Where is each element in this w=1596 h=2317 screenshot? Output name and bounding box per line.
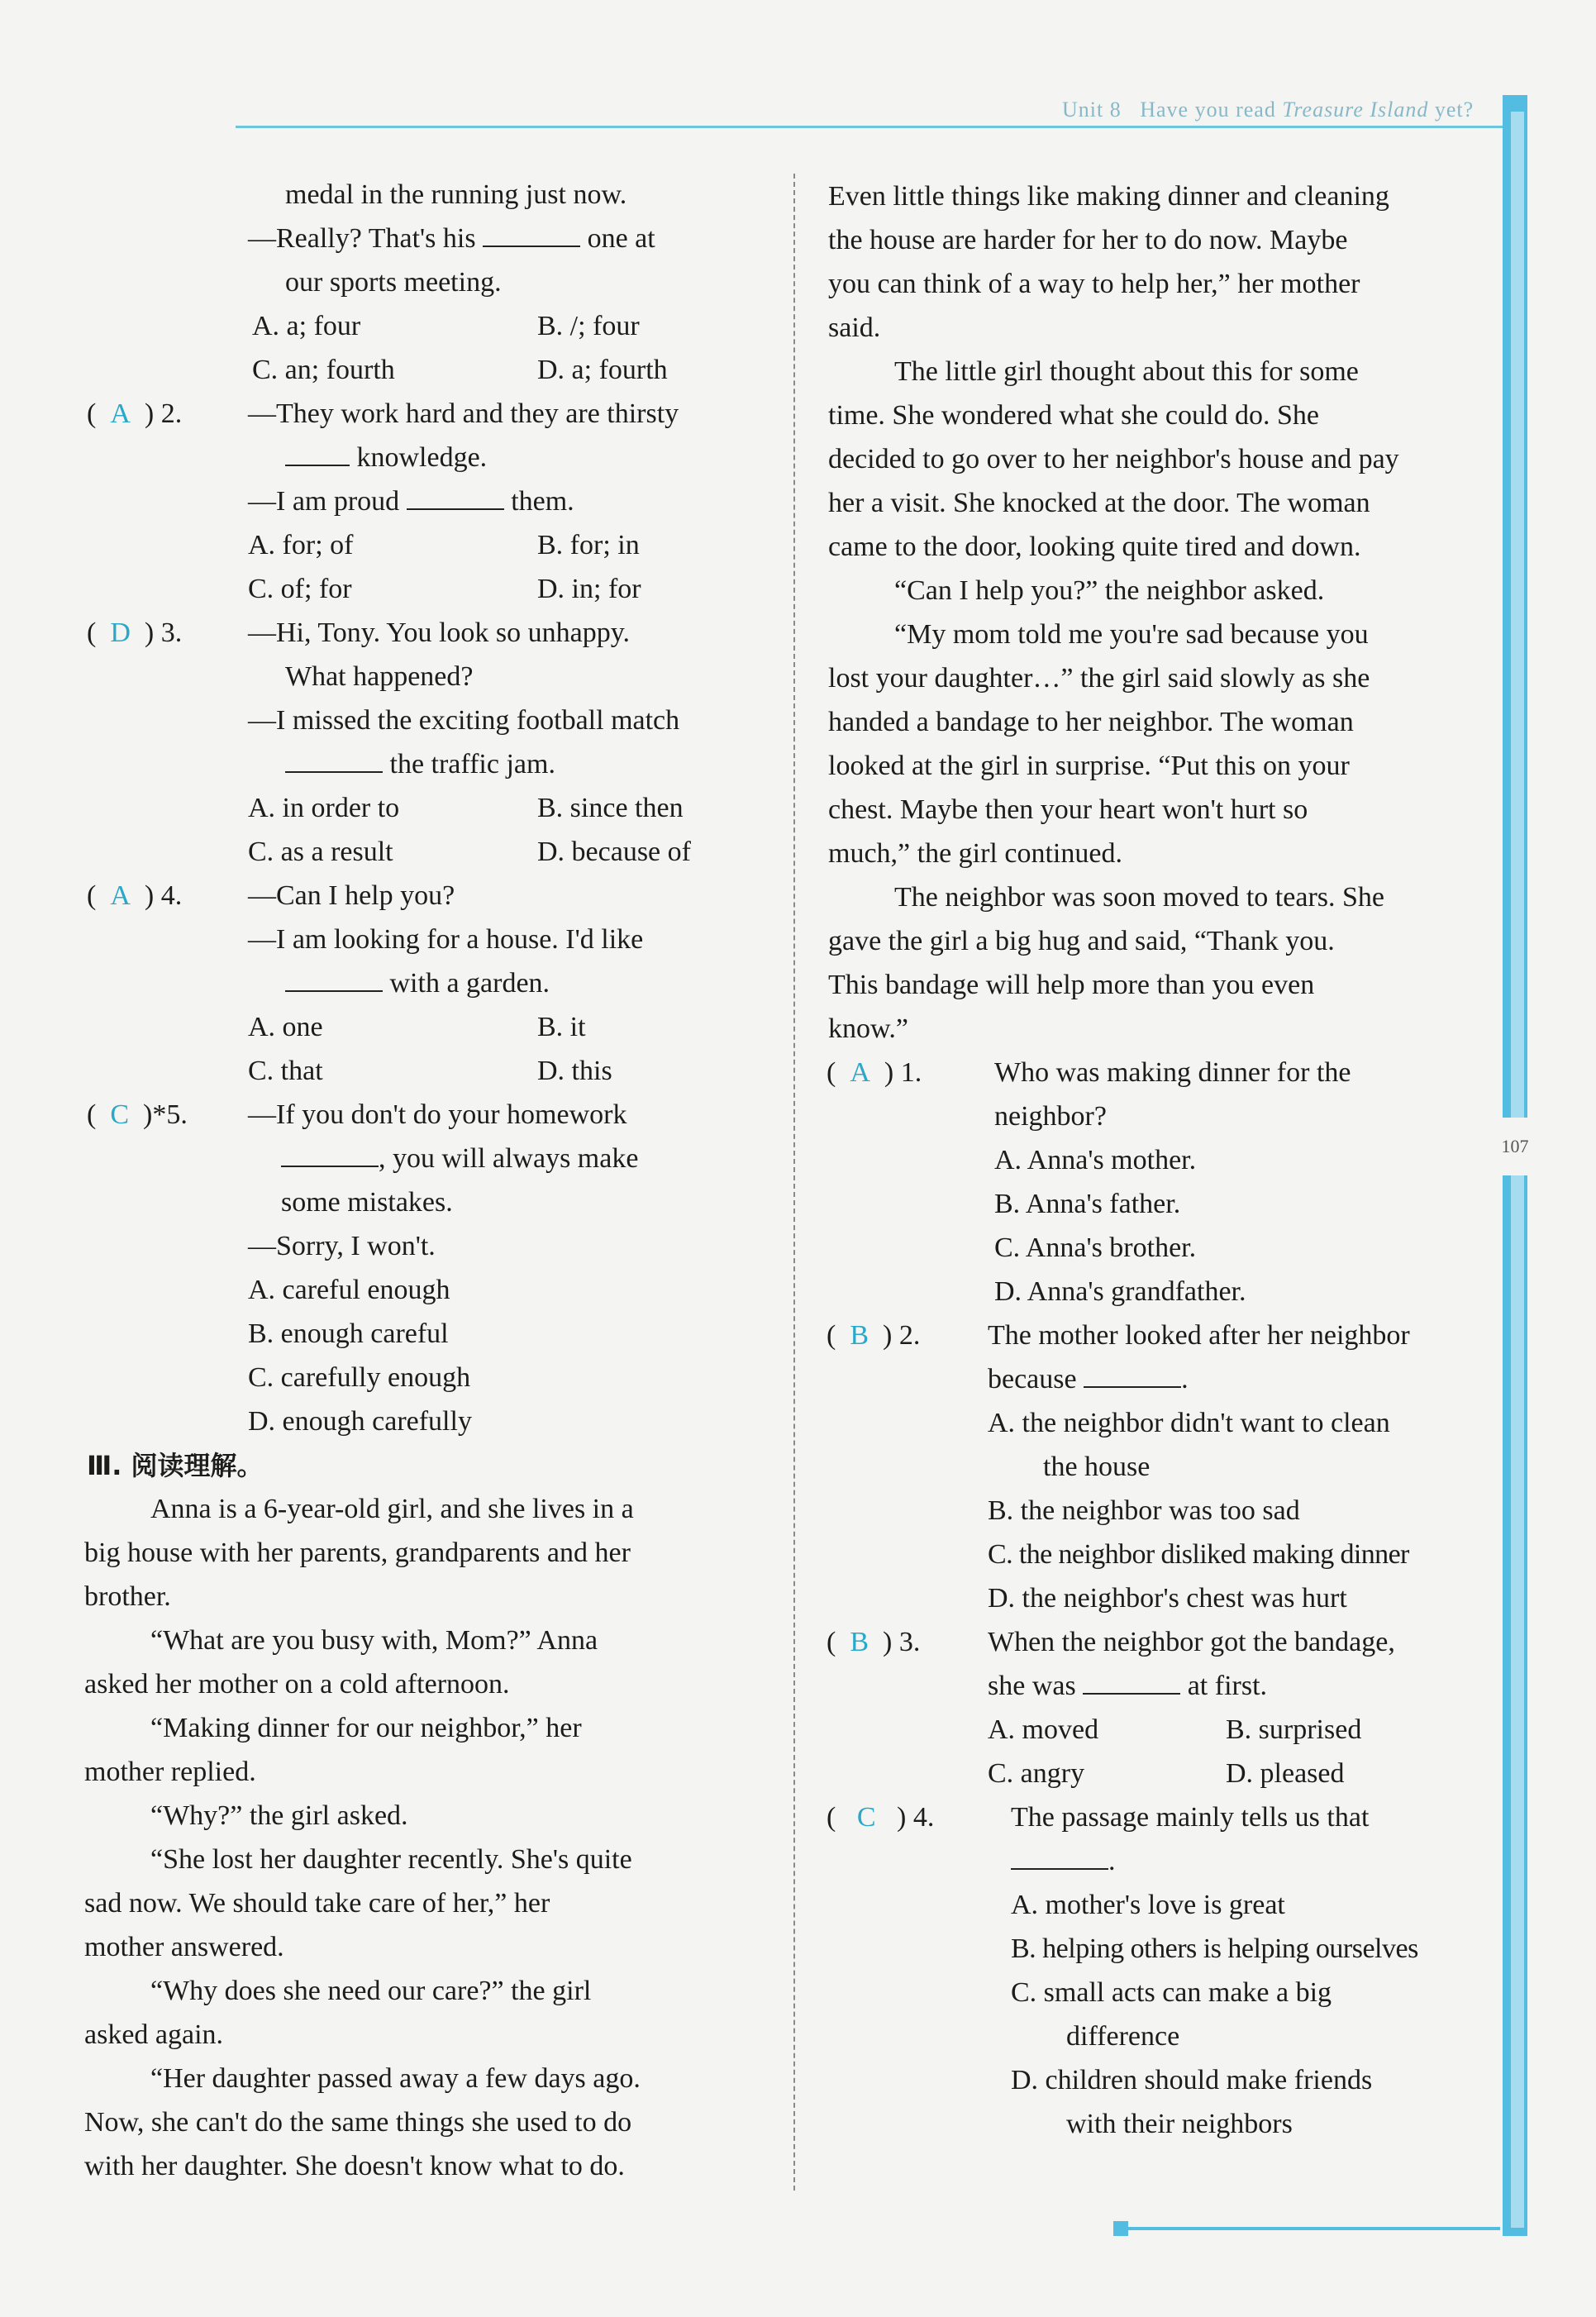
section-title-reading: Ⅲ. 阅读理解。 — [87, 1450, 264, 1481]
r2-answer-bracket: ( B ) 2. — [827, 1320, 921, 1351]
r4-blank — [1011, 1843, 1108, 1870]
q5-answer-bracket: ( C )*5. — [87, 1099, 188, 1130]
q2-line2: knowledge. — [285, 439, 487, 477]
q5-answer: C — [110, 1099, 130, 1130]
q4-line1: —Can I help you? — [248, 880, 455, 911]
r1-answer: A — [850, 1057, 870, 1088]
q1-option-c: C. an; fourth — [252, 355, 395, 385]
q3-line1: —Hi, Tony. You look so unhappy. — [248, 617, 631, 648]
q3-answer-bracket: ( D ) 3. — [87, 617, 183, 648]
q1-option-a: A. a; four — [252, 311, 361, 341]
left-passage-line-3: “What are you busy with, Mom?” Anna — [150, 1625, 598, 1656]
q5-line2: , you will always make — [281, 1140, 638, 1178]
bottom-rule — [1128, 2227, 1500, 2230]
right-passage-line-3: said. — [828, 312, 881, 343]
left-passage-line-4: asked her mother on a cold afternoon. — [84, 1669, 510, 1700]
title-prefix: Have you read — [1140, 98, 1276, 122]
r4-option-d-cont: with their neighbors — [1066, 2109, 1293, 2139]
right-passage-line-11: lost your daughter…” the girl said slowly as she — [828, 663, 1370, 694]
left-passage-line-8: “She lost her daughter recently. She's quite — [150, 1844, 632, 1875]
r4-answer-bracket: ( C ) 4. — [827, 1802, 935, 1833]
r1-option-c: C. Anna's brother. — [994, 1232, 1197, 1263]
q2-option-b: B. for; in — [537, 530, 640, 560]
right-passage-line-8: came to the door, looking quite tired and down. — [828, 532, 1361, 562]
r1-option-b: B. Anna's father. — [994, 1189, 1181, 1219]
r3-blank — [1083, 1668, 1180, 1695]
right-passage-line-13: looked at the girl in surprise. “Put this on your — [828, 751, 1350, 781]
right-passage-line-2: you can think of a way to help her,” her mother — [828, 269, 1360, 299]
right-passage-line-10: “My mom told me you're sad because you — [894, 619, 1369, 650]
r3-option-b: B. surprised — [1226, 1714, 1362, 1745]
q5-line1: —If you don't do your homework — [248, 1099, 627, 1130]
right-passage-line-6: decided to go over to her neighbor's house and pay — [828, 444, 1399, 474]
q2-blank-2 — [407, 484, 504, 510]
left-passage-line-10: mother answered. — [84, 1932, 284, 1962]
r2-option-a-cont: the house — [1043, 1452, 1151, 1482]
r4-option-a: A. mother's love is great — [1011, 1890, 1285, 1920]
left-passage-line-1: big house with her parents, grandparents and her — [84, 1538, 631, 1568]
q4-option-b: B. it — [537, 1012, 586, 1042]
left-passage-line-11: “Why does she need our care?” the girl — [150, 1976, 592, 2006]
r4-option-c-cont: difference — [1066, 2021, 1180, 2052]
r4-option-d: D. children should make friends — [1011, 2065, 1373, 2095]
right-passage-line-14: chest. Maybe then your heart won't hurt so — [828, 794, 1308, 825]
r2-option-b: B. the neighbor was too sad — [988, 1495, 1300, 1526]
q3-option-c: C. as a result — [248, 837, 393, 867]
right-passage-line-12: handed a bandage to her neighbor. The woman — [828, 707, 1354, 737]
q4-option-a: A. one — [248, 1012, 323, 1042]
left-passage-line-6: mother replied. — [84, 1757, 256, 1787]
unit-label: Unit 8 — [1062, 98, 1122, 122]
r1-option-d: D. Anna's grandfather. — [994, 1276, 1246, 1307]
q4-blank — [285, 965, 383, 992]
right-passage-line-18: This bandage will help more than you even — [828, 970, 1315, 1000]
right-passage-line-5: time. She wondered what she could do. She — [828, 400, 1319, 431]
left-passage-line-13: “Her daughter passed away a few days ago. — [150, 2063, 641, 2094]
r2-line1: The mother looked after her neighbor — [988, 1320, 1410, 1351]
q1-line3: our sports meeting. — [285, 267, 502, 298]
r2-answer: B — [850, 1320, 869, 1351]
q5-option-d: D. enough carefully — [248, 1406, 472, 1437]
left-passage-line-15: with her daughter. She doesn't know what to do. — [84, 2151, 625, 2181]
q2-line1: —They work hard and they are thirsty — [248, 398, 679, 429]
q3-option-b: B. since then — [537, 793, 684, 823]
q1-line1: medal in the running just now. — [285, 179, 627, 210]
q4-answer: A — [110, 880, 131, 911]
right-passage-line-17: gave the girl a big hug and said, “Thank you. — [828, 926, 1335, 956]
r3-line1: When the neighbor got the bandage, — [988, 1627, 1395, 1657]
right-passage-line-0: Even little things like making dinner and cleaning — [828, 181, 1389, 212]
r1-line1: Who was making dinner for the — [994, 1057, 1351, 1088]
q3-blank — [285, 746, 383, 773]
q1-blank — [483, 221, 580, 247]
r3-line2: she was at first. — [988, 1667, 1267, 1705]
left-passage-line-9: sad now. We should take care of her,” her — [84, 1888, 550, 1919]
right-passage-line-15: much,” the girl continued. — [828, 838, 1122, 869]
q2-option-d: D. in; for — [537, 574, 641, 604]
r3-option-a: A. moved — [988, 1714, 1099, 1745]
q2-answer: A — [110, 398, 131, 429]
right-passage-line-7: her a visit. She knocked at the door. The woman — [828, 488, 1370, 518]
r4-option-c: C. small acts can make a big — [1011, 1977, 1332, 2008]
q4-answer-bracket: ( A ) 4. — [87, 880, 183, 911]
q1-option-b: B. /; four — [537, 311, 640, 341]
r4-line1: The passage mainly tells us that — [1011, 1802, 1370, 1833]
q2-blank-1 — [285, 440, 350, 466]
r3-option-c: C. angry — [988, 1758, 1085, 1789]
header-rule — [236, 126, 1525, 128]
running-header — [1062, 98, 1474, 122]
right-passage-line-4: The little girl thought about this for some — [894, 356, 1359, 387]
q4-line3: with a garden. — [285, 965, 550, 1003]
left-passage-line-14: Now, she can't do the same things she used to do — [84, 2107, 632, 2138]
q3-line3: —I missed the exciting football match — [248, 705, 680, 736]
left-passage-line-12: asked again. — [84, 2019, 224, 2050]
r3-answer: B — [850, 1627, 869, 1657]
r1-option-a: A. Anna's mother. — [994, 1145, 1197, 1175]
q2-option-a: A. for; of — [248, 530, 354, 560]
r4-answer: C — [856, 1802, 876, 1833]
r4-line2: . — [1011, 1843, 1116, 1881]
q5-option-b: B. enough careful — [248, 1318, 449, 1349]
r3-option-d: D. pleased — [1226, 1758, 1345, 1789]
left-passage-line-5: “Making dinner for our neighbor,” her — [150, 1713, 582, 1743]
q5-blank — [281, 1141, 379, 1167]
left-passage-line-0: Anna is a 6-year-old girl, and she lives in a — [150, 1494, 634, 1524]
q2-option-c: C. of; for — [248, 574, 352, 604]
right-passage-line-19: know.” — [828, 1013, 908, 1044]
column-divider — [793, 174, 795, 2191]
q4-option-c: C. that — [248, 1056, 323, 1086]
q5-option-a: A. careful enough — [248, 1275, 450, 1305]
r2-option-c: C. the neighbor disliked making dinner — [988, 1539, 1409, 1570]
left-passage-line-7: “Why?” the girl asked. — [150, 1800, 408, 1831]
q4-line2: —I am looking for a house. I'd like — [248, 924, 644, 955]
r1-answer-bracket: ( A ) 1. — [827, 1057, 922, 1088]
q3-line4: the traffic jam. — [285, 746, 555, 784]
right-passage-line-9: “Can I help you?” the neighbor asked. — [894, 575, 1325, 606]
title-italic: Treasure Island — [1282, 98, 1429, 122]
q5-line4: —Sorry, I won't. — [248, 1231, 436, 1261]
right-passage-line-16: The neighbor was soon moved to tears. She — [894, 882, 1384, 913]
q4-option-d: D. this — [537, 1056, 612, 1086]
q5-line3: some mistakes. — [281, 1187, 453, 1218]
r4-option-b: B. helping others is helping ourselves — [1011, 1933, 1418, 1964]
q1-option-d: D. a; fourth — [537, 355, 668, 385]
title-suffix: yet? — [1434, 98, 1475, 122]
right-passage-line-1: the house are harder for her to do now. Maybe — [828, 225, 1348, 255]
r2-option-d: D. the neighbor's chest was hurt — [988, 1583, 1347, 1614]
r3-answer-bracket: ( B ) 3. — [827, 1627, 921, 1657]
q3-line2: What happened? — [285, 661, 474, 692]
q2-line3: —I am proud them. — [248, 483, 574, 521]
r2-blank — [1084, 1361, 1181, 1388]
q2-answer-bracket: ( A ) 2. — [87, 398, 183, 429]
r2-line2: because . — [988, 1361, 1189, 1399]
q3-option-d: D. because of — [537, 837, 691, 867]
r1-line2: neighbor? — [994, 1101, 1107, 1132]
q5-option-c: C. carefully enough — [248, 1362, 471, 1393]
left-passage-line-2: brother. — [84, 1581, 171, 1612]
q1-line2: —Really? That's his one at — [248, 220, 750, 258]
bottom-square-mark — [1113, 2221, 1128, 2236]
page-number: 107 — [1501, 1136, 1529, 1156]
r2-option-a: A. the neighbor didn't want to clean — [988, 1408, 1390, 1438]
q3-option-a: A. in order to — [248, 793, 400, 823]
q3-answer: D — [110, 617, 131, 648]
